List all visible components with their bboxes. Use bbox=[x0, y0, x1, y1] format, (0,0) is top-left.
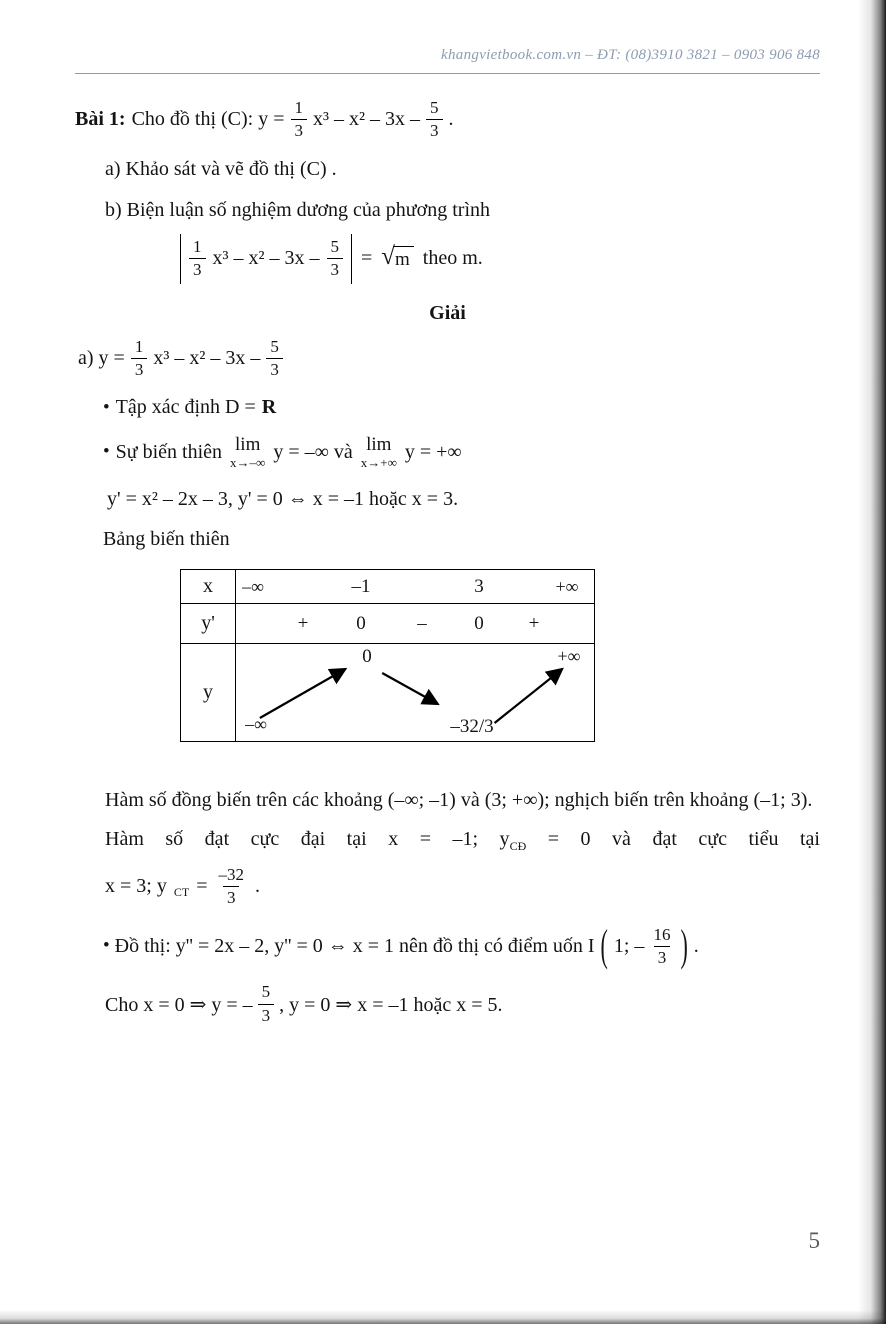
page-header bbox=[75, 46, 820, 74]
part-a-label: a) y = bbox=[78, 346, 125, 369]
intercepts-line bbox=[105, 982, 820, 1026]
table-var-label: x bbox=[181, 570, 236, 603]
fraction-1-3 bbox=[291, 98, 308, 142]
fraction-denominator: 3 bbox=[189, 258, 206, 280]
variation-table bbox=[180, 569, 595, 742]
sentence-period: . bbox=[693, 934, 699, 957]
bullet-icon: • bbox=[103, 441, 110, 463]
table-row-function-values bbox=[236, 644, 594, 741]
fraction-numerator: –32 bbox=[218, 864, 244, 884]
fraction-numerator: 1 bbox=[294, 98, 304, 117]
domain-set-symbol: R bbox=[261, 396, 277, 419]
lim-subscript: x→+∞ bbox=[360, 455, 397, 471]
page-number: 5 bbox=[808, 1228, 820, 1253]
equation-condition: theo m. bbox=[422, 247, 483, 270]
fraction-16-3 bbox=[649, 925, 674, 969]
table-function-label: y bbox=[181, 644, 236, 741]
fraction-denominator: 3 bbox=[327, 258, 344, 280]
table-row-x bbox=[181, 570, 594, 604]
extrema-text: Hàm số đạt cực đại tại x = –1; y bbox=[105, 828, 510, 851]
radical-icon: √ bbox=[381, 243, 396, 271]
problem-item-b: b) Biện luận số nghiệm dương của phương trình bbox=[105, 198, 490, 221]
extrema-text: = 0 và đạt cực tiểu tại bbox=[547, 828, 820, 851]
table-derivative-label: y' bbox=[181, 604, 236, 643]
subscript-cd: CĐ bbox=[509, 839, 527, 854]
inflection-text: Đồ thị: y'' = 2x – 2, y'' = 0 ⇔ x = 1 nên đồ thị có điểm uốn I bbox=[114, 934, 595, 957]
scan-edge-shadow-right bbox=[858, 0, 886, 1324]
intercepts-text: , y = 0 ⇒ x = –1 hoặc x = 5. bbox=[279, 993, 503, 1016]
table-row-x-values bbox=[236, 570, 594, 603]
problem-label: Bài 1: bbox=[75, 108, 126, 131]
fraction-5-3 bbox=[327, 237, 344, 281]
fraction-neg32-3 bbox=[214, 865, 248, 909]
derivative-line: y' = x² – 2x – 3, y' = 0 ⇔ x = –1 hoặc x = 3. bbox=[107, 488, 459, 511]
sign-value: – bbox=[417, 612, 427, 634]
lim-subscript: x→–∞ bbox=[230, 455, 266, 471]
table-row-function bbox=[181, 644, 594, 741]
header-site-info: khangvietbook.com.vn – ĐT: (08)3910 3821 – 0903 906 848 bbox=[441, 47, 820, 63]
polynomial-terms: x³ – x² – 3x – bbox=[212, 247, 320, 270]
limit-result-pos: y = +∞ bbox=[404, 440, 462, 463]
polynomial-terms: x³ – x² – 3x – bbox=[313, 108, 421, 131]
radicand: m bbox=[393, 246, 414, 271]
bullet-icon: • bbox=[103, 935, 110, 957]
fraction-denominator: 3 bbox=[258, 1004, 275, 1026]
fraction-5-3 bbox=[266, 337, 283, 381]
variation-table-label: Bảng biến thiên bbox=[103, 528, 230, 551]
limit-neg-infinity bbox=[230, 435, 265, 469]
inflection-point-x: 1; – bbox=[613, 934, 645, 957]
solution-function-line bbox=[75, 337, 820, 381]
fraction-1-3 bbox=[131, 337, 148, 381]
fraction-numerator: 5 bbox=[430, 98, 439, 117]
domain-line bbox=[103, 396, 820, 419]
limit-result-neg: y = –∞ và bbox=[273, 440, 353, 463]
decrease-arrow bbox=[382, 673, 438, 704]
problem-item-a: a) Khảo sát và vẽ đồ thị (C) . bbox=[105, 157, 337, 180]
sign-value: 0 bbox=[356, 612, 366, 634]
subscript-ct: CT bbox=[173, 885, 190, 900]
fraction-numerator: 1 bbox=[134, 336, 144, 356]
monotonic-paragraph: Hàm số đồng biến trên các khoảng (–∞; –1) và (3; +∞); nghịch biến trên khoảng (–1; 3). bbox=[105, 789, 813, 812]
fraction-numerator: 5 bbox=[270, 336, 279, 356]
fraction-denominator: 3 bbox=[426, 119, 443, 141]
extrema-line-1 bbox=[105, 822, 820, 856]
fraction-denominator: 3 bbox=[131, 358, 148, 380]
equals-sign: = bbox=[361, 247, 373, 270]
inflection-line bbox=[103, 920, 820, 971]
limit-value-bottom-left: –∞ bbox=[245, 714, 267, 735]
sign-value: 0 bbox=[474, 612, 484, 634]
problem-intro: Cho đồ thị (C): y = bbox=[131, 108, 285, 131]
fraction-numerator: 5 bbox=[330, 236, 339, 256]
x-value: –1 bbox=[351, 575, 371, 597]
square-root-expression bbox=[381, 243, 414, 271]
intercepts-text: Cho x = 0 ⇒ y = – bbox=[105, 993, 253, 1016]
increase-arrow bbox=[260, 669, 346, 718]
solution-heading: Giải bbox=[429, 301, 466, 324]
extrema-line-2 bbox=[105, 865, 820, 909]
fraction-numerator: 5 bbox=[261, 982, 271, 1002]
absolute-value-expression bbox=[180, 234, 352, 284]
x-value: –∞ bbox=[242, 576, 264, 597]
problem-statement bbox=[75, 98, 820, 142]
variation-arrows bbox=[236, 644, 594, 741]
fraction-denominator: 3 bbox=[266, 358, 283, 380]
lim-word: lim bbox=[235, 434, 261, 456]
domain-text: Tập xác định D = bbox=[115, 396, 256, 419]
fraction-denominator: 3 bbox=[654, 946, 671, 968]
sign-value: + bbox=[297, 612, 309, 634]
x-value: 3 bbox=[474, 575, 484, 597]
equals-sign: = bbox=[196, 875, 208, 898]
limits-line bbox=[103, 435, 820, 469]
fraction-numerator: 16 bbox=[653, 924, 671, 944]
polynomial-terms: x³ – x² – 3x – bbox=[153, 346, 261, 369]
sign-value: + bbox=[528, 612, 540, 634]
fraction-denominator: 3 bbox=[291, 119, 308, 141]
extrema-text: x = 3; y bbox=[105, 875, 167, 898]
fraction-1-3 bbox=[189, 237, 206, 281]
fraction-numerator: 1 bbox=[193, 236, 202, 256]
fraction-denominator: 3 bbox=[223, 886, 240, 908]
bullet-icon: • bbox=[103, 396, 110, 418]
lim-word: lim bbox=[366, 434, 392, 456]
increase-arrow bbox=[495, 669, 563, 723]
sentence-period: . bbox=[254, 875, 260, 898]
fraction-5-3 bbox=[426, 98, 443, 142]
close-paren: ) bbox=[680, 920, 688, 971]
open-paren: ( bbox=[600, 920, 608, 971]
local-min-value: –32/3 bbox=[450, 716, 494, 738]
variation-text: Sự biến thiên bbox=[115, 440, 223, 463]
absolute-value-equation bbox=[180, 234, 820, 284]
limit-value-top-right: +∞ bbox=[557, 646, 581, 667]
sentence-period: . bbox=[448, 108, 454, 131]
x-value: +∞ bbox=[555, 576, 579, 597]
table-row-derivative-signs bbox=[236, 604, 594, 643]
local-max-value: 0 bbox=[362, 646, 372, 668]
limit-pos-infinity bbox=[361, 435, 397, 469]
table-row-derivative bbox=[181, 604, 594, 644]
scan-edge-shadow-bottom bbox=[0, 1310, 886, 1324]
fraction-5-3 bbox=[258, 982, 275, 1026]
